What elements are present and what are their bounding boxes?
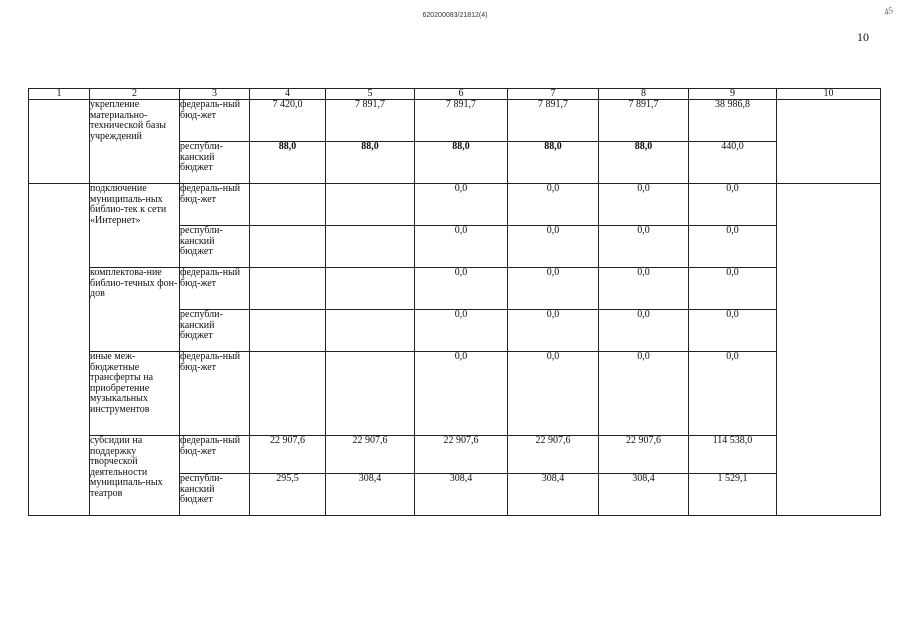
value-cell: 308,4: [599, 474, 689, 516]
value-cell: 88,0: [326, 142, 415, 184]
value-cell: 0,0: [599, 184, 689, 226]
value-cell: 22 907,6: [508, 436, 599, 474]
row-number-cell: [29, 184, 90, 516]
table-row: [29, 352, 881, 436]
value-cell: [250, 184, 326, 226]
item-description: субсидии на поддержку творческой деятельности муниципаль-ных театров: [90, 436, 180, 516]
funding-source: республи-канский бюджет: [180, 474, 250, 516]
funding-source: республи-канский бюджет: [180, 310, 250, 352]
total-cell: 0,0: [689, 184, 777, 226]
total-cell: 0,0: [689, 226, 777, 268]
value-cell: 0,0: [415, 226, 508, 268]
value-cell: 0,0: [599, 310, 689, 352]
funding-source: федераль-ный бюд-жет: [180, 352, 250, 436]
value-cell: 0,0: [508, 226, 599, 268]
value-cell: [326, 268, 415, 310]
notes-cell: [777, 100, 881, 184]
value-cell: 88,0: [599, 142, 689, 184]
row-number-cell: [29, 100, 90, 184]
column-header: 6: [415, 89, 508, 100]
item-description: подключение муниципаль-ных библио-тек к сети «Интернет»: [90, 184, 180, 268]
total-cell: 0,0: [689, 268, 777, 310]
column-header: 5: [326, 89, 415, 100]
document-code: 620200083/21812(4): [422, 12, 488, 19]
funding-source: республи-канский бюджет: [180, 226, 250, 268]
column-number-row: [29, 89, 881, 100]
funding-source: федераль-ный бюд-жет: [180, 436, 250, 474]
value-cell: 0,0: [599, 352, 689, 436]
value-cell: 308,4: [508, 474, 599, 516]
page-number: 10: [857, 30, 869, 44]
value-cell: 0,0: [508, 268, 599, 310]
value-cell: 0,0: [508, 184, 599, 226]
total-cell: 38 986,8: [689, 100, 777, 142]
value-cell: 0,0: [415, 184, 508, 226]
value-cell: 22 907,6: [250, 436, 326, 474]
funding-source: федераль-ный бюд-жет: [180, 268, 250, 310]
value-cell: [326, 184, 415, 226]
total-cell: 440,0: [689, 142, 777, 184]
value-cell: 0,0: [415, 352, 508, 436]
funding-source: федераль-ный бюд-жет: [180, 184, 250, 226]
value-cell: 7 891,7: [599, 100, 689, 142]
total-cell: 0,0: [689, 352, 777, 436]
budget-table: [28, 88, 881, 516]
value-cell: [250, 268, 326, 310]
column-header: 10: [777, 89, 881, 100]
notes-cell: [777, 184, 881, 516]
column-header: 9: [689, 89, 777, 100]
value-cell: 7 891,7: [326, 100, 415, 142]
total-cell: 114 538,0: [689, 436, 777, 474]
value-cell: 0,0: [415, 268, 508, 310]
funding-source: федераль-ный бюд-жет: [180, 100, 250, 142]
item-description: иные меж-бюджетные трансферты на приобретение музыкальных инструментов: [90, 352, 180, 436]
handwritten-mark: 45: [882, 4, 895, 18]
column-header: 2: [90, 89, 180, 100]
value-cell: [326, 352, 415, 436]
value-cell: [250, 226, 326, 268]
column-header: 3: [180, 89, 250, 100]
value-cell: 308,4: [326, 474, 415, 516]
value-cell: 22 907,6: [599, 436, 689, 474]
column-header: 4: [250, 89, 326, 100]
value-cell: [326, 226, 415, 268]
column-header: 1: [29, 89, 90, 100]
total-cell: 1 529,1: [689, 474, 777, 516]
value-cell: 308,4: [415, 474, 508, 516]
value-cell: [250, 352, 326, 436]
value-cell: 22 907,6: [326, 436, 415, 474]
table-row: [29, 268, 881, 310]
value-cell: 0,0: [415, 310, 508, 352]
table-row: [29, 436, 881, 474]
value-cell: 7 420,0: [250, 100, 326, 142]
value-cell: [250, 310, 326, 352]
value-cell: 88,0: [508, 142, 599, 184]
value-cell: 22 907,6: [415, 436, 508, 474]
value-cell: [326, 310, 415, 352]
funding-source: республи-канский бюджет: [180, 142, 250, 184]
value-cell: 88,0: [250, 142, 326, 184]
item-description: укрепление материально-технической базы учреждений: [90, 100, 180, 184]
value-cell: 7 891,7: [508, 100, 599, 142]
value-cell: 0,0: [599, 268, 689, 310]
value-cell: 88,0: [415, 142, 508, 184]
table-row: [29, 100, 881, 142]
value-cell: 0,0: [508, 310, 599, 352]
column-header: 8: [599, 89, 689, 100]
table-row: [29, 184, 881, 226]
column-header: 7: [508, 89, 599, 100]
item-description: комплектова-ние библио-течных фон-дов: [90, 268, 180, 352]
value-cell: 0,0: [599, 226, 689, 268]
value-cell: 7 891,7: [415, 100, 508, 142]
total-cell: 0,0: [689, 310, 777, 352]
value-cell: 295,5: [250, 474, 326, 516]
value-cell: 0,0: [508, 352, 599, 436]
